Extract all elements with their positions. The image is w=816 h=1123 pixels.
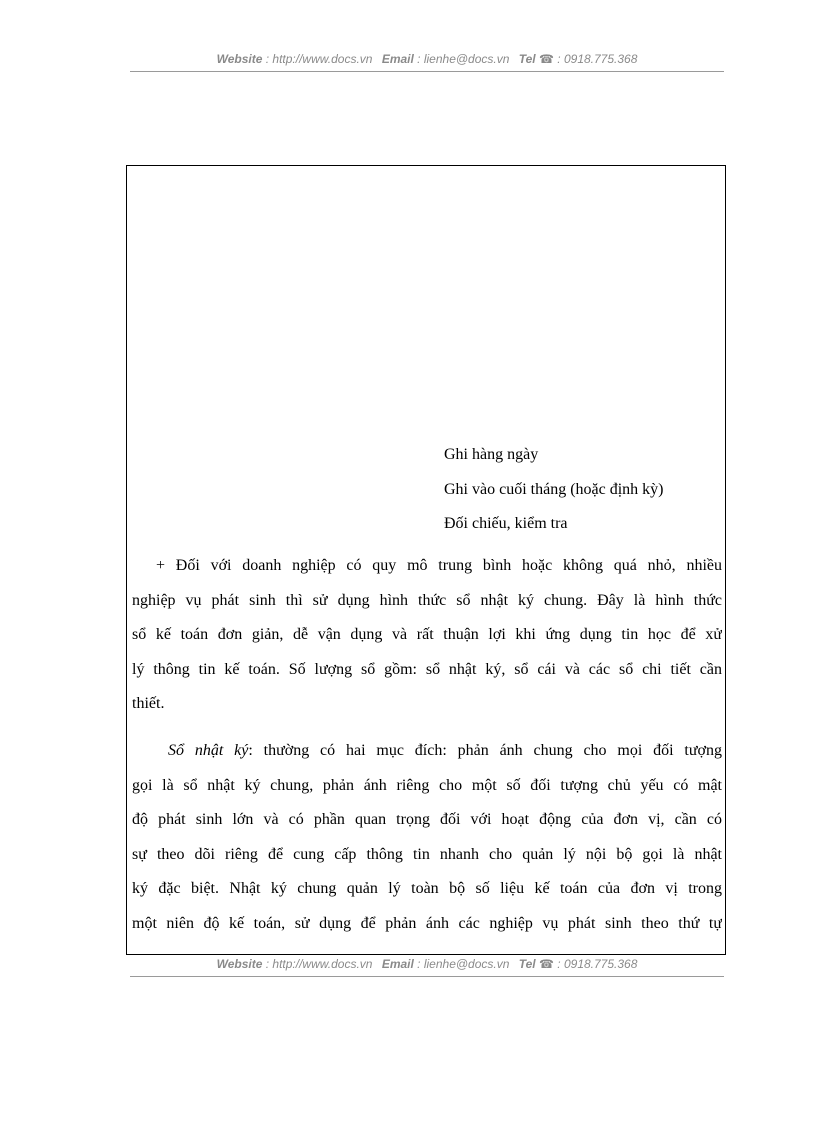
legend-check: Đối chiếu, kiểm tra: [444, 515, 568, 532]
email-address[interactable]: : lienhe@docs.vn: [417, 52, 510, 66]
legend-month-end: Ghi vào cuối tháng (hoặc định kỳ): [444, 481, 664, 498]
text-line: độ phát sinh lớn và có phần quan trọng đối với hoạt động của đơn vị, cần có: [132, 811, 722, 828]
text-line: thiết.: [132, 695, 165, 712]
tel-label: Tel: [518, 52, 536, 66]
phone-icon: ☎: [539, 957, 554, 971]
header-rule: [130, 71, 724, 72]
phone-number: : 0918.775.368: [557, 957, 638, 971]
text-line: sổ kế toán đơn giản, dễ vận dụng và rất thuận lợi khi ứng dụng tin học để xử: [132, 626, 722, 643]
email-address[interactable]: : lienhe@docs.vn: [417, 957, 510, 971]
text-line: sự theo dõi riêng để cung cấp thông tin nhanh cho quản lý nội bộ gọi là nhật: [132, 845, 722, 863]
page-footer: [130, 957, 724, 971]
page-header: [130, 52, 724, 66]
phone-icon: ☎: [539, 52, 554, 66]
term-journal-book: Sổ nhật ký: [168, 742, 249, 759]
text-line: + Đối với doanh nghiệp có quy mô trung bình hoặc không quá nhỏ, nhiều: [156, 557, 722, 574]
text-line: lý thông tin kế toán. Số lượng sổ gồm: sổ nhật ký, sổ cái và các sổ chi tiết cần: [132, 660, 722, 678]
website-label: Website: [216, 957, 263, 971]
text-line: gọi là sổ nhật ký chung, phản ánh riêng cho một số đối tượng chủ yếu có mật: [132, 776, 722, 794]
phone-number: : 0918.775.368: [557, 52, 638, 66]
legend-daily: Ghi hàng ngày: [444, 446, 539, 463]
text-line: [132, 734, 722, 769]
tel-label: Tel: [518, 957, 536, 971]
paragraph-journal-book: [132, 734, 722, 941]
website-url[interactable]: : http://www.docs.vn: [265, 52, 373, 66]
email-label: Email: [381, 52, 414, 66]
website-label: Website: [216, 52, 263, 66]
text-line: nghiệp vụ phát sinh thì sử dụng hình thức sổ nhật ký chung. Đây là hình thức: [132, 591, 722, 609]
website-url[interactable]: : http://www.docs.vn: [265, 957, 373, 971]
email-label: Email: [381, 957, 414, 971]
text-line: một niên độ kế toán, sử dụng để phản ánh các nghiệp vụ phát sinh theo thứ tự: [132, 914, 722, 932]
first-line-rest: : thường có hai mục đích: phản ánh chung cho mọi đối tượng: [248, 742, 722, 759]
paragraph-general-journal: [132, 549, 722, 722]
text-line: ký đặc biệt. Nhật ký chung quản lý toàn bộ số liệu kế toán của đơn vị trong: [132, 880, 722, 897]
footer-rule: [130, 976, 724, 977]
